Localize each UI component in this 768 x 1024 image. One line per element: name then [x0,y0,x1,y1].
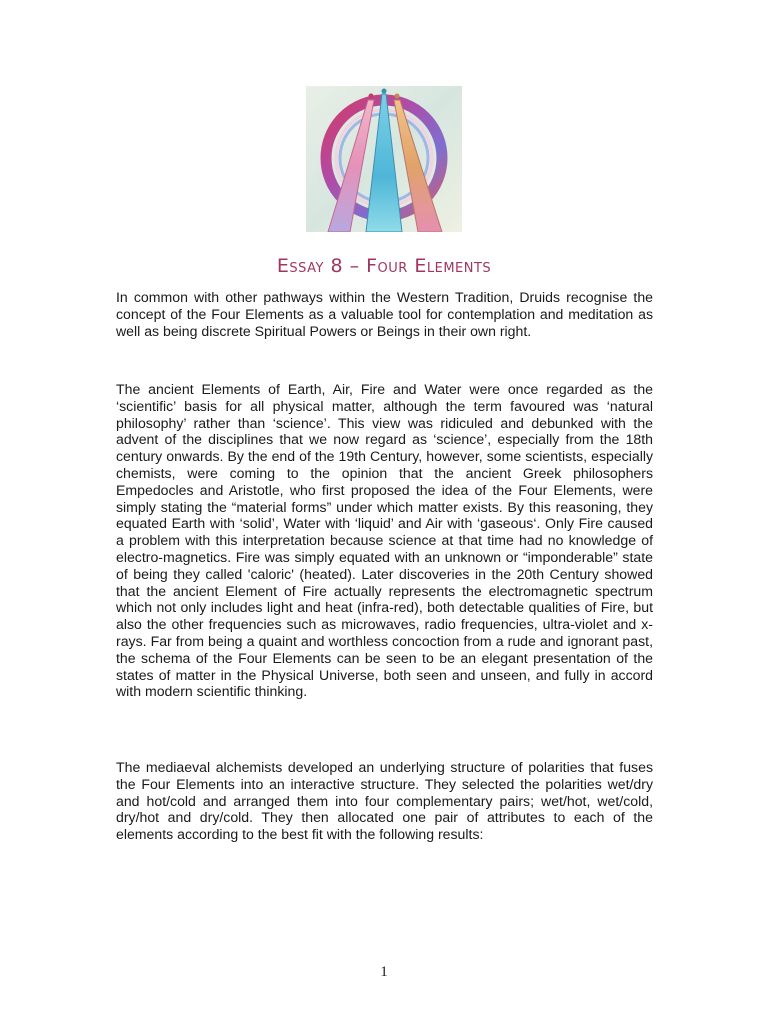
awen-circle-logo-icon [306,86,462,232]
paragraph-intro: In common with other pathways within the Western Tradition, Druids recognise the concept of the Four Elements as a valuable tool for contemplation and meditation as well as being discrete Spiritual Powers or Beings in their own right. [116,289,653,339]
page-number: 1 [380,964,388,980]
paragraph-alchemists: The mediaeval alchemists developed an underlying structure of polarities that fuses the Four Elements into an interactive structure. They selected the polarities wet/dry and hot/cold and arranged them into four complementary pairs; wet/hot, wet/cold, dry/hot and dry/cold. They then allocated one pair of attributes to each of the elements according to the best fit with the following results: [116,759,653,843]
essay-title: Essay 8 – Four Elements [276,255,492,277]
paragraph-history: The ancient Elements of Earth, Air, Fire and Water were once regarded as the ‘scientific’ basis for all physical matter, although the term favoured was ‘natural philosophy’ rather than ‘science’. This view was ridiculed and debunked with the advent of the disciplines that we now regard as ‘science’, especially from the 18th century onwards. By the end of the 19th Century, however, some scientists, especially chemists, were coming to the opinion that the ancient Greek philosophers Empedocles and Aristotle, who first proposed the idea of the Four Elements, were simply stating the “material forms” under which matter exists. By this reasoning, they equated Earth with ‘solid’, Water with ‘liquid’ and Air with ‘gaseous‘. Only Fire caused a problem with this interpretation because science at that time had no knowledge of electro-magnetics. Fire was simply equated with an unknown or “imponderable” state of being they called 'caloric' (heated). Later discoveries in the 20th Century showed that the ancient Element of Fire actually represents the electromagnetic spectrum which not only includes light and heat (infra-red), both detectable qualities of Fire, but also the other frequencies such as microwaves, radio frequencies, ultra-violet and x-rays. Far from being a quaint and worthless concoction from a rude and ignorant past, the schema of the Four Elements can be seen to be an elegant presentation of the states of matter in the Physical Universe, both seen and unseen, and fully in accord with modern scientific thinking. [116,381,653,700]
